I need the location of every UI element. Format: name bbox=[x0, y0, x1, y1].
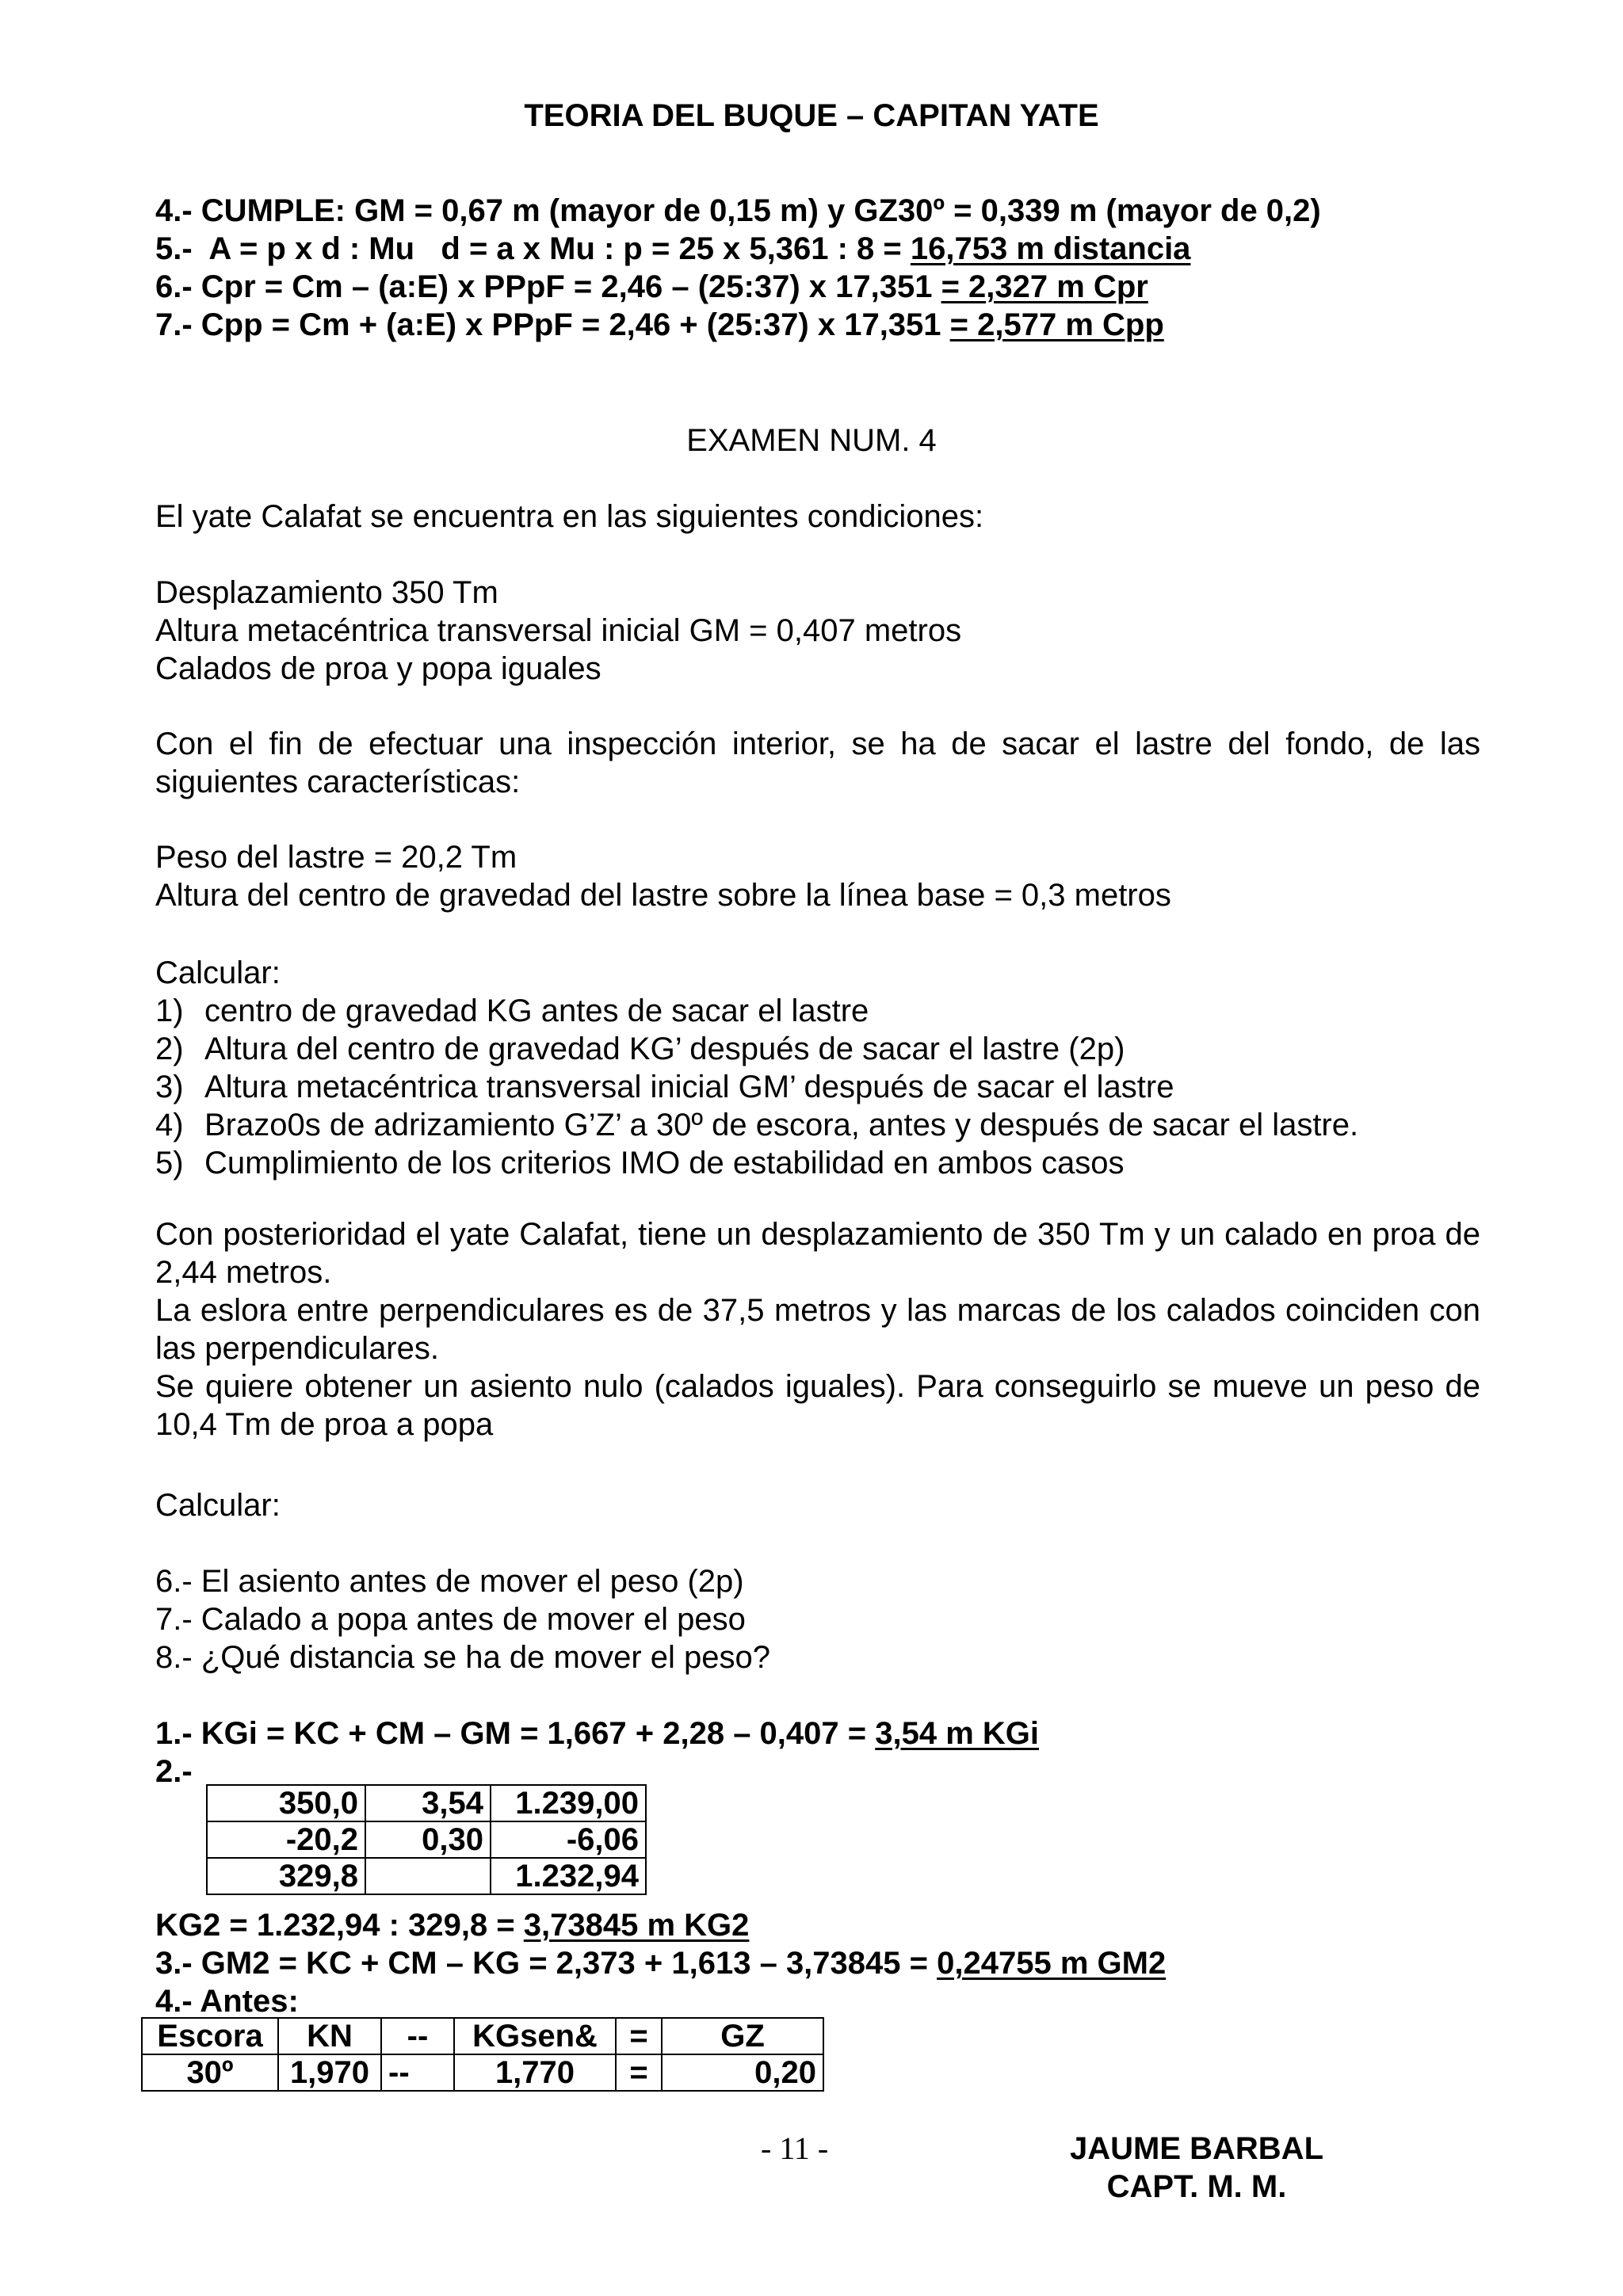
question-number: 2) bbox=[155, 1032, 184, 1066]
solution-2-label: 2.- bbox=[155, 1754, 193, 1789]
table-cell: 1.232,94 bbox=[491, 1858, 646, 1894]
question-text: Brazo0s de adrizamiento G’Z’ a 30º de escora, antes y después de sacar el lastre. bbox=[204, 1108, 1359, 1142]
table-cell: 1,970 bbox=[278, 2054, 381, 2091]
paragraph-length: La eslora entre perpendiculares es de 37,5 metros y las marcas de los calados coinciden con las perpendiculares. bbox=[155, 1293, 1480, 1366]
kg2-value: 3,73845 m KG2 bbox=[523, 1908, 750, 1943]
weights-table bbox=[206, 1784, 647, 1895]
solution-3-formula: 3.- GM2 = KC + CM – KG = 2,373 + 1,613 – 3,73845 = bbox=[155, 1946, 938, 1981]
question-7: 7.- Calado a popa antes de mover el peso bbox=[155, 1602, 746, 1637]
table-cell: 329,8 bbox=[207, 1858, 365, 1894]
table-row bbox=[142, 2054, 823, 2091]
question-3 bbox=[155, 1068, 1174, 1106]
answer-5 bbox=[155, 230, 1190, 268]
author-block bbox=[1054, 2130, 1339, 2206]
author-name: JAUME BARBAL bbox=[1070, 2131, 1323, 2166]
table-cell: = bbox=[616, 2054, 662, 2091]
answer-6-result: = 2,327 m Cpr bbox=[941, 269, 1148, 304]
solution-1-formula: 1.- KGi = KC + CM – GM = 1,667 + 2,28 – 0,407 = bbox=[155, 1716, 876, 1751]
calculate-label-1: Calcular: bbox=[155, 955, 281, 990]
solution-1-result: 3,54 m KGi bbox=[875, 1716, 1040, 1751]
table-cell: 3,54 bbox=[365, 1785, 491, 1821]
condition-displacement: Desplazamiento 350 Tm bbox=[155, 575, 498, 610]
paragraph-inspection: Con el fin de efectuar una inspección interior, se ha de sacar el lastre del fondo, de las siguientes características: bbox=[155, 727, 1480, 799]
stability-table bbox=[141, 2017, 824, 2092]
question-2 bbox=[155, 1030, 1125, 1068]
exam-heading: EXAMEN NUM. 4 bbox=[686, 423, 937, 458]
condition-gm: Altura metacéntrica transversal inicial GM = 0,407 metros bbox=[155, 613, 962, 648]
solution-4-label: 4.- Antes: bbox=[155, 1984, 299, 2019]
kg2-formula: KG2 = 1.232,94 : 329,8 = bbox=[155, 1908, 524, 1943]
question-text: Altura del centro de gravedad KG’ después de sacar el lastre (2p) bbox=[204, 1032, 1125, 1066]
table-cell: 1,770 bbox=[454, 2054, 616, 2091]
question-number: 4) bbox=[155, 1108, 184, 1142]
answer-7-formula: 7.- Cpp = Cm + (a:E) x PPpF = 2,46 + (25:37) x 17,351 bbox=[155, 307, 950, 342]
ballast-height: Altura del centro de gravedad del lastre sobre la línea base = 0,3 metros bbox=[155, 878, 1171, 913]
solution-3 bbox=[155, 1944, 1166, 1982]
question-1 bbox=[155, 992, 869, 1030]
kg2-result bbox=[155, 1906, 749, 1944]
answer-6-formula: 6.- Cpr = Cm – (a:E) x PPpF = 2,46 – (25:37) x 17,351 bbox=[155, 269, 941, 304]
answer-6 bbox=[155, 268, 1148, 306]
question-number: 1) bbox=[155, 994, 184, 1028]
question-text: Altura metacéntrica transversal inicial GM’ después de sacar el lastre bbox=[204, 1070, 1174, 1104]
paragraph-trim: Se quiere obtener un asiento nulo (calados iguales). Para conseguirlo se mueve un peso de 10,4 Tm de proa a popa bbox=[155, 1369, 1480, 1442]
question-number: 5) bbox=[155, 1146, 184, 1180]
ballast-weight: Peso del lastre = 20,2 Tm bbox=[155, 840, 517, 875]
table-cell: -- bbox=[381, 2054, 454, 2091]
author-title: CAPT. M. M. bbox=[1106, 2169, 1287, 2204]
table-cell: 1.239,00 bbox=[491, 1785, 646, 1821]
answer-7-result: = 2,577 m Cpp bbox=[949, 307, 1164, 342]
table-header-cell: Escora bbox=[142, 2018, 278, 2054]
calculate-label-2: Calcular: bbox=[155, 1488, 281, 1523]
table-cell: -6,06 bbox=[491, 1821, 646, 1858]
question-5 bbox=[155, 1144, 1125, 1182]
question-text: Cumplimiento de los criterios IMO de estabilidad en ambos casos bbox=[204, 1146, 1125, 1180]
solution-1 bbox=[155, 1714, 1039, 1753]
table-cell: 350,0 bbox=[207, 1785, 365, 1821]
table-header-cell: = bbox=[616, 2018, 662, 2054]
table-header-cell: -- bbox=[381, 2018, 454, 2054]
answer-5-formula: 5.- A = p x d : Mu d = a x Mu : p = 25 x 5,361 : 8 = bbox=[155, 231, 911, 266]
answer-4: 4.- CUMPLE: GM = 0,67 m (mayor de 0,15 m) y GZ30º = 0,339 m (mayor de 0,2) bbox=[155, 193, 1321, 228]
table-cell: -20,2 bbox=[207, 1821, 365, 1858]
table-cell: 30º bbox=[142, 2054, 278, 2091]
table-row bbox=[207, 1858, 646, 1894]
condition-drafts: Calados de proa y popa iguales bbox=[155, 651, 601, 686]
question-number: 3) bbox=[155, 1070, 184, 1104]
paragraph-later-condition: Con posterioridad el yate Calafat, tiene un desplazamiento de 350 Tm y un calado en proa de 2,44 metros. bbox=[155, 1217, 1480, 1290]
question-6: 6.- El asiento antes de mover el peso (2p) bbox=[155, 1564, 744, 1599]
table-header-row bbox=[142, 2018, 823, 2054]
question-8: 8.- ¿Qué distancia se ha de mover el peso? bbox=[155, 1640, 770, 1675]
solution-3-result: 0,24755 m GM2 bbox=[937, 1946, 1167, 1981]
table-cell: 0,20 bbox=[662, 2054, 823, 2091]
exam-intro: El yate Calafat se encuentra en las siguientes condiciones: bbox=[155, 499, 984, 534]
page-number: - 11 - bbox=[761, 2130, 829, 2166]
table-cell: 0,30 bbox=[365, 1821, 491, 1858]
question-text: centro de gravedad KG antes de sacar el lastre bbox=[204, 994, 869, 1028]
table-header-cell: KGsen& bbox=[454, 2018, 616, 2054]
document-title: TEORIA DEL BUQUE – CAPITAN YATE bbox=[524, 98, 1099, 133]
table-header-cell: KN bbox=[278, 2018, 381, 2054]
table-row bbox=[207, 1821, 646, 1858]
question-4 bbox=[155, 1106, 1358, 1144]
table-cell bbox=[365, 1858, 491, 1894]
answer-7 bbox=[155, 306, 1164, 344]
answer-5-result: 16,753 m distancia bbox=[910, 231, 1191, 266]
table-header-cell: GZ bbox=[662, 2018, 823, 2054]
table-row bbox=[207, 1785, 646, 1821]
